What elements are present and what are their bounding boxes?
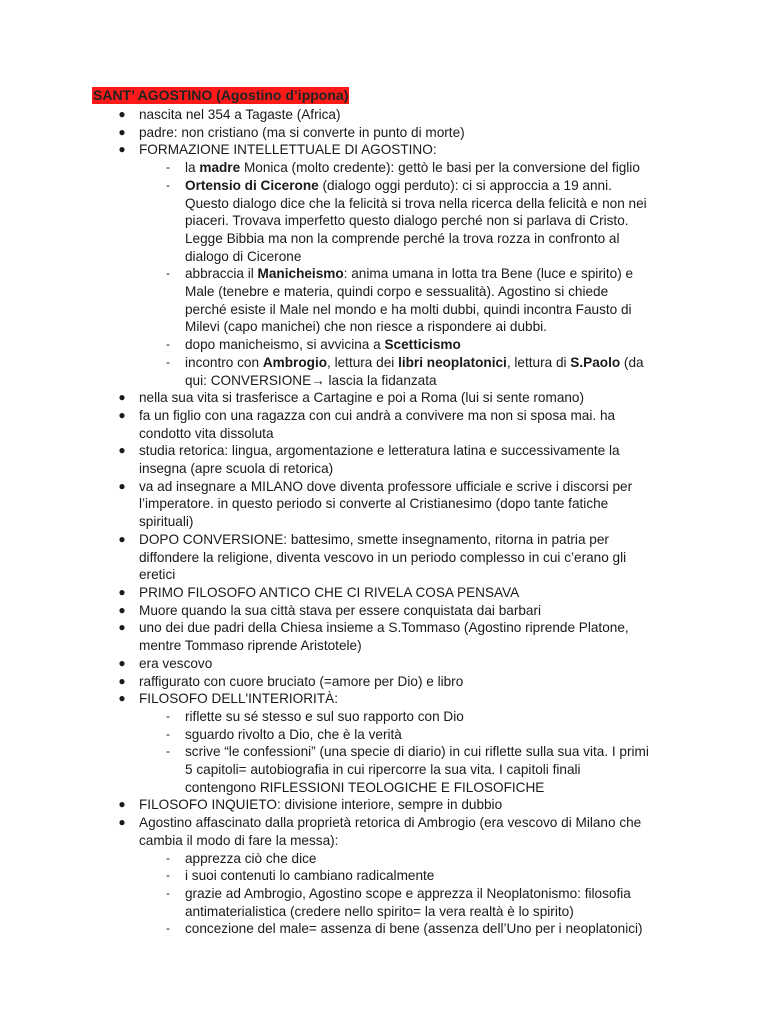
bullet-icon: ● bbox=[118, 584, 126, 599]
bullet-icon: ● bbox=[118, 407, 126, 422]
bold-text: Scetticismo bbox=[384, 337, 461, 353]
bullet-icon: ● bbox=[118, 691, 126, 706]
text-run: , lettura dei bbox=[327, 354, 399, 370]
list-item bbox=[118, 124, 674, 142]
dash-icon: - bbox=[166, 337, 170, 352]
sub-list-item bbox=[166, 850, 675, 868]
dash-icon: - bbox=[166, 708, 170, 723]
text-run: abbraccia il bbox=[185, 266, 258, 282]
dash-icon: - bbox=[166, 885, 170, 900]
bullet-icon: ● bbox=[118, 443, 126, 458]
sub-list-item bbox=[166, 354, 675, 389]
bullet-icon: ● bbox=[118, 107, 126, 121]
bullet-icon: ● bbox=[118, 673, 126, 688]
sub-list-item bbox=[166, 159, 675, 177]
dash-icon: - bbox=[166, 850, 170, 865]
dash-icon: - bbox=[166, 744, 170, 759]
text-run: nella sua vita si trasferisce a Cartagine e poi a Roma (lui si sente romano) bbox=[139, 390, 585, 406]
bold-text: Ortensio di Cicerone bbox=[185, 177, 319, 193]
text-run: va ad insegnare a MILANO dove diventa professore ufficiale e scrive i discorsi per l’imperatore. in questo periodo si converte al Cristianesimo (dopo tante fatiche spirituali) bbox=[139, 478, 633, 530]
dash-icon: - bbox=[166, 177, 170, 192]
text-run: nascita nel 354 a Tagaste (Africa) bbox=[139, 107, 341, 122]
text-run: sguardo rivolto a Dio, che è la verità bbox=[185, 726, 402, 742]
sub-list-item bbox=[166, 265, 675, 336]
sub-list-item bbox=[166, 885, 675, 920]
list-item bbox=[118, 407, 674, 442]
list-item bbox=[118, 106, 674, 124]
list-item bbox=[118, 584, 674, 602]
text-run: grazie ad Ambrogio, Agostino scope e apprezza il Neoplatonismo: filosofia antimaterialistica (credere nello spirito= la vera realtà è lo spirito) bbox=[185, 885, 631, 919]
text-run: Muore quando la sua città stava per essere conquistata dai barbari bbox=[139, 602, 542, 618]
list-item bbox=[118, 478, 674, 531]
sub-list-item bbox=[166, 920, 675, 938]
list-item bbox=[118, 602, 674, 620]
text-run: i suoi contenuti lo cambiano radicalmente bbox=[185, 868, 435, 884]
document-title: SANT’ AGOSTINO (Agostino d’ippona) bbox=[93, 87, 349, 103]
list-item bbox=[118, 655, 674, 673]
sub-list-item bbox=[166, 177, 675, 266]
text-run: Agostino affascinato dalla proprietà retorica di Ambrogio (era vescovo di Milano che cambia il modo di fare la messa): bbox=[139, 815, 642, 848]
bold-text: libri neoplatonici bbox=[398, 354, 507, 370]
list-item bbox=[118, 531, 674, 584]
dash-icon: - bbox=[166, 266, 170, 281]
text-run: : anima umana in lotta tra Bene (luce e spirito) e Male (tenebre e materia, quindi corpo e sessualità). Agostino si chiede perché esiste il Male nel mondo e ha molti dubbi, quindi incontra Fausto di Milevi (capo manichei) che non riesce a rispondere ai dubbi. bbox=[185, 266, 634, 335]
dash-icon: - bbox=[166, 160, 170, 175]
text-run: incontro con bbox=[185, 354, 263, 370]
text-run: FILOSOFO INQUIETO: divisione interiore, sempre in dubbio bbox=[139, 797, 503, 813]
text-run: apprezza ciò che dice bbox=[185, 850, 317, 866]
bullet-icon: ● bbox=[118, 797, 126, 812]
bullet-icon: ● bbox=[118, 142, 126, 157]
bold-text: Ambrogio bbox=[262, 354, 328, 370]
bold-text: S.Paolo bbox=[570, 354, 621, 370]
text-run: riflette su sé stesso e sul suo rapporto con Dio bbox=[185, 708, 464, 724]
text-run: Monica (molto credente): gettò le basi per la conversione del figlio bbox=[240, 160, 640, 176]
text-run: (dialogo oggi perduto): ci si approccia a 19 anni. Questo dialogo dice che la felicità si trova nella ricerca della felicità e non nei piaceri. Trovava imperfetto questo dialogo perché non si parlava di Cristo. Legge Bibbia ma non la comprende perché la trova rozza in confronto al dialogo di Cicerone bbox=[185, 177, 647, 264]
text-run: era vescovo bbox=[139, 655, 213, 671]
list-item bbox=[118, 690, 674, 708]
text-run: la bbox=[185, 160, 200, 176]
bullet-icon: ● bbox=[118, 655, 126, 670]
bullet-icon: ● bbox=[118, 815, 126, 830]
text-run: dopo manicheismo, si avvicina a bbox=[185, 337, 385, 353]
text-run: , lettura di bbox=[506, 354, 571, 370]
list-item bbox=[118, 673, 674, 691]
dash-icon: - bbox=[166, 868, 170, 883]
text-run: (da qui: CONVERSIONE→ lascia la fidanzata bbox=[185, 354, 644, 388]
sub-list-item bbox=[166, 867, 675, 885]
bullet-icon: ● bbox=[118, 478, 126, 493]
sub-list-item bbox=[166, 336, 675, 354]
dash-icon: - bbox=[166, 354, 170, 369]
list-item bbox=[118, 814, 674, 849]
dash-icon: - bbox=[166, 921, 170, 936]
text-run: fa un figlio con una ragazza con cui andrà a convivere ma non si sposa mai. ha condotto vita dissoluta bbox=[139, 407, 616, 441]
text-run: scrive “le confessioni” (una specie di diario) in cui riflette sulla sua vita. I primi 5 capitoli= autobiografia in cui ripercorre la sua vita. I capitoli finali contengono RIFLESSIONI TEOLOGICHE E FILOSOFICHE bbox=[185, 744, 649, 795]
list-item bbox=[118, 619, 674, 654]
text-run: DOPO CONVERSIONE: battesimo, smette insegnamento, ritorna in patria per diffondere la religione, diventa vescovo in un periodo complesso in cui c’erano gli eretici bbox=[139, 531, 627, 583]
text-run: FORMAZIONE INTELLETTUALE DI AGOSTINO: bbox=[139, 142, 437, 158]
list-item bbox=[118, 796, 674, 814]
list-item bbox=[118, 442, 674, 477]
sub-list-item bbox=[166, 726, 675, 744]
text-run: raffigurato con cuore bruciato (=amore per Dio) e libro bbox=[139, 673, 464, 689]
text-run: FILOSOFO DELL'INTERIORITÀ: bbox=[139, 691, 338, 707]
list-item bbox=[118, 141, 674, 159]
sub-list-item bbox=[166, 743, 675, 796]
text-run: uno dei due padri della Chiesa insieme a S.Tommaso (Agostino riprende Platone, mentre Tommaso riprende Aristotele) bbox=[139, 620, 629, 654]
bullet-icon: ● bbox=[118, 124, 126, 139]
bullet-icon: ● bbox=[118, 531, 126, 546]
sub-list-item bbox=[166, 708, 675, 726]
bold-text: Manicheismo bbox=[257, 266, 344, 282]
text-run: PRIMO FILOSOFO ANTICO CHE CI RIVELA COSA PENSAVA bbox=[139, 584, 520, 600]
dash-icon: - bbox=[166, 726, 170, 741]
bullet-icon: ● bbox=[118, 602, 126, 617]
text-run: padre: non cristiano (ma si converte in punto di morte) bbox=[139, 124, 465, 140]
notes-list bbox=[0, 106, 768, 938]
list-item bbox=[118, 389, 674, 407]
bold-text: madre bbox=[199, 160, 241, 176]
text-run: studia retorica: lingua, argomentazione e letteratura latina e successivamente la insegna (apre scuola di retorica) bbox=[139, 443, 620, 477]
text-run: concezione del male= assenza di bene (assenza dell’Uno per i neoplatonici) bbox=[185, 921, 643, 937]
bullet-icon: ● bbox=[118, 390, 126, 405]
bullet-icon: ● bbox=[118, 620, 126, 635]
